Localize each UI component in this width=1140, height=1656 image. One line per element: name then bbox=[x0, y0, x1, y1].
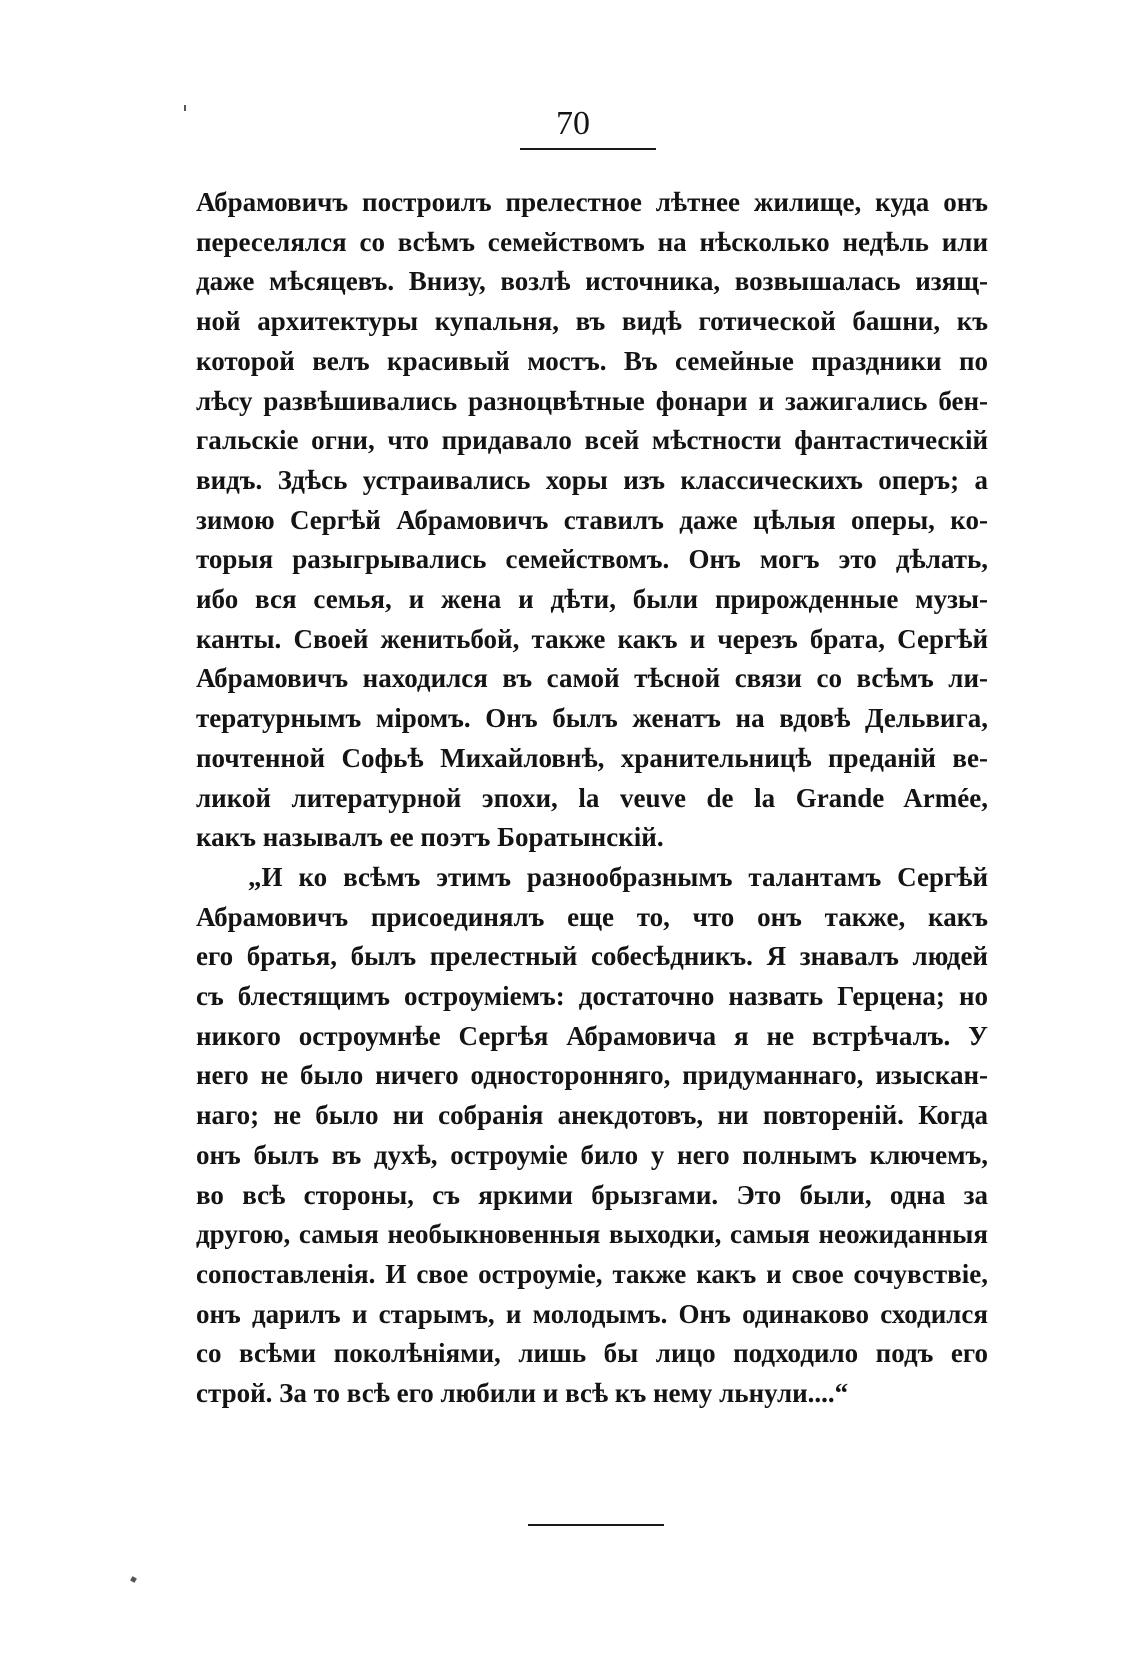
text-line: сопоставленія. И свое остроуміе, также какъ и свое сочувствіе, bbox=[196, 1258, 988, 1289]
text-line: Абрамовичъ присоединялъ еще то, что онъ также, какъ bbox=[196, 901, 988, 932]
page-number: 70 bbox=[556, 105, 590, 142]
text-line: ибо вся семья, и жена и дѣти, были прирожденные музы- bbox=[196, 584, 988, 615]
text-line: наго; не было ни собранія анекдотовъ, ни повтореній. Когда bbox=[196, 1100, 988, 1131]
bottom-rule bbox=[528, 1524, 664, 1526]
text-line: во всѣ стороны, съ яркими брызгами. Это были, одна за bbox=[196, 1179, 988, 1210]
text-line: тературнымъ міромъ. Онъ былъ женатъ на вдовѣ Дельвига, bbox=[196, 703, 988, 734]
text-line: зимою Сергѣй Абрамовичъ ставилъ даже цѣлыя оперы, ко- bbox=[196, 504, 988, 535]
text-line: со всѣми поколѣніями, лишь бы лицо подходило подъ его bbox=[196, 1338, 988, 1369]
text-line: ной архитектуры купальня, въ видѣ готической башни, къ bbox=[196, 306, 988, 337]
text-line: переселялся со всѣмъ семействомъ на нѣсколько недѣль или bbox=[196, 226, 988, 257]
text-line: его братья, былъ прелестный собесѣдникъ. Я знавалъ людей bbox=[196, 941, 988, 972]
text-line: даже мѣсяцевъ. Внизу, возлѣ источника, возвышалась изящ- bbox=[196, 266, 988, 297]
top-rule bbox=[520, 148, 656, 150]
text-line: онъ дарилъ и старымъ, и молодымъ. Онъ одинаково сходился bbox=[196, 1298, 988, 1329]
text-line: почтенной Софьѣ Михайловнѣ, хранительницѣ преданій ве- bbox=[196, 742, 988, 773]
text-line: торыя разыгрывались семействомъ. Онъ могъ это дѣлать, bbox=[196, 544, 988, 575]
body-text bbox=[196, 183, 988, 1414]
scan-speck bbox=[130, 1576, 137, 1583]
scan-speck bbox=[184, 105, 186, 111]
text-line: онъ былъ въ духѣ, остроуміе било у него полнымъ ключемъ, bbox=[196, 1139, 988, 1170]
text-line: лѣсу развѣшивались разноцвѣтные фонари и зажигались бен- bbox=[196, 385, 988, 416]
text-line: видъ. Здѣсь устраивались хоры изъ классическихъ оперъ; а bbox=[196, 464, 988, 495]
text-line: какъ называлъ ее поэтъ Боратынскій. bbox=[196, 822, 664, 853]
paragraph bbox=[196, 858, 988, 1414]
text-line: канты. Своей женитьбой, также какъ и черезъ брата, Сергѣй bbox=[196, 623, 988, 654]
text-line: него не было ничего односторонняго, придуманнаго, изыскан- bbox=[196, 1060, 988, 1091]
text-line: „И ко всѣмъ этимъ разнообразнымъ талантамъ Сергѣй bbox=[248, 861, 988, 892]
text-line: никого остроумнѣе Сергѣя Абрамовича я не встрѣчалъ. У bbox=[196, 1020, 988, 1051]
text-line: Абрамовичъ находился въ самой тѣсной связи со всѣмъ ли- bbox=[196, 663, 988, 694]
text-line: съ блестящимъ остроуміемъ: достаточно назвать Герцена; но bbox=[196, 981, 988, 1012]
paragraph bbox=[196, 183, 988, 858]
text-line: Абрамовичъ построилъ прелестное лѣтнее жилище, куда онъ bbox=[196, 187, 988, 217]
text-line: которой велъ красивый мостъ. Въ семейные праздники по bbox=[196, 345, 988, 376]
text-line: строй. За то всѣ его любили и всѣ къ нему льнули....“ bbox=[196, 1378, 849, 1409]
text-line: ликой литературной эпохи, la veuve de la Grande Armée, bbox=[196, 782, 988, 813]
text-line: гальскіе огни, что придавало всей мѣстности фантастическій bbox=[196, 425, 988, 456]
text-line: другою, самыя необыкновенныя выходки, самыя неожиданныя bbox=[196, 1219, 988, 1250]
